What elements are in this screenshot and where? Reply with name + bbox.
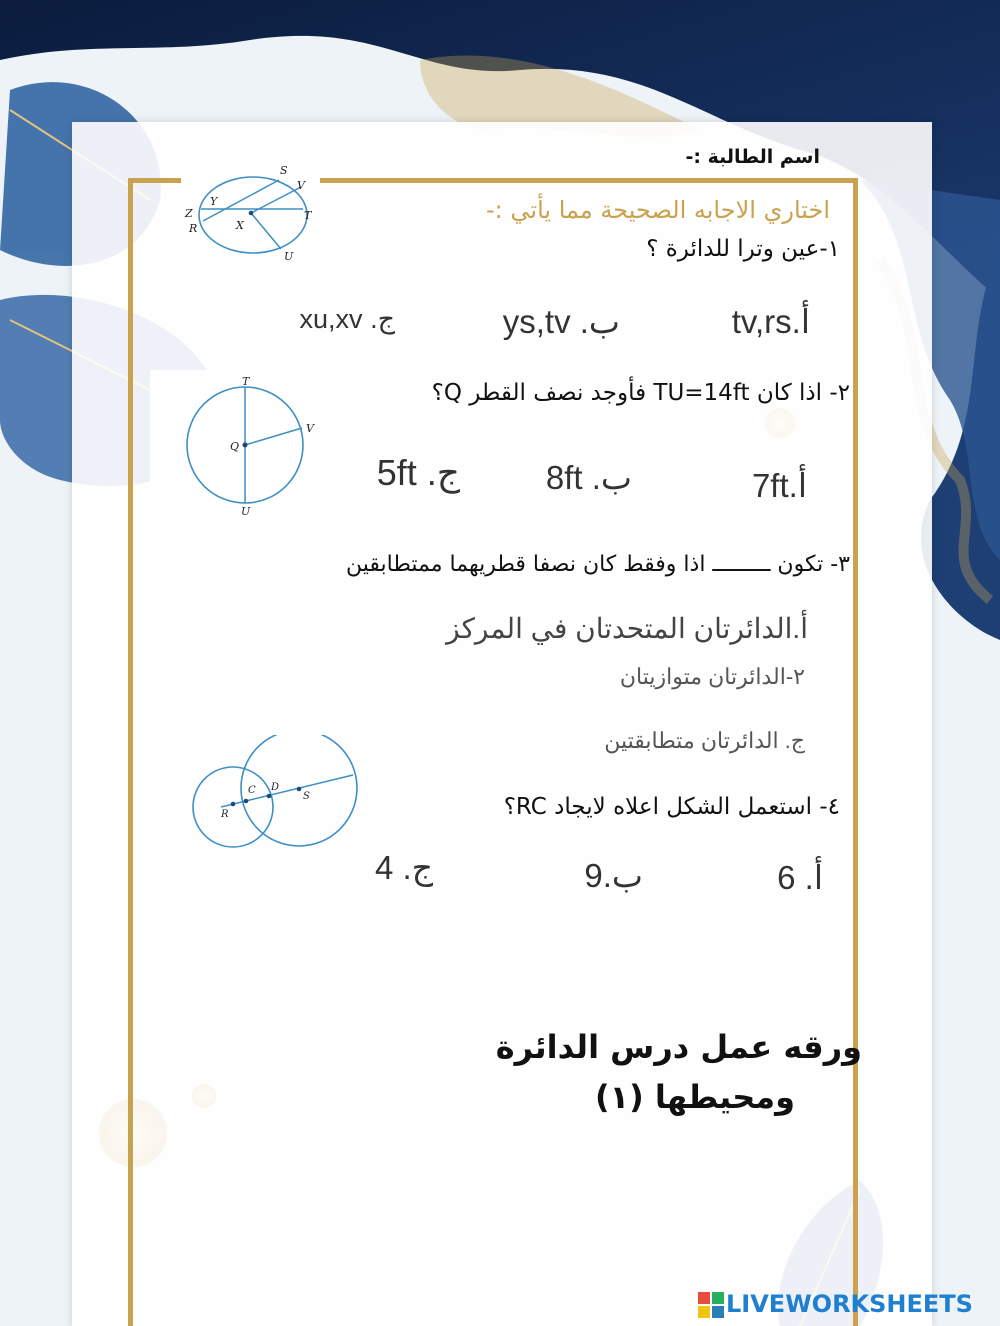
liveworksheets-watermark [698,1290,998,1322]
question-2: ٢- اذا كان TU=14ft فأوجد نصف القطر Q؟ [431,380,850,406]
instruction-text: اختاري الاجابه الصحيحة مما يأتي :- [486,196,830,224]
label-s: S [280,164,288,177]
circle-figure-chords [181,147,320,285]
worksheet-title-line-2: ومحيطها (١) [594,1078,795,1116]
label-x: X [236,219,244,232]
q2-choice-b[interactable]: ب. 8ft [545,459,632,496]
label-r: R [221,809,229,820]
q4-choice-c[interactable]: ج. 4 [375,849,433,886]
label-t: T [304,209,312,222]
q3-choice-c[interactable]: ج. الدائرتان متطابقتين [604,728,805,753]
label-s: S [303,791,310,802]
circle-figure-diameter [150,370,340,530]
q4-choice-b[interactable]: ب.9 [584,857,643,894]
label-t: T [242,375,250,388]
q3-choice-b[interactable]: ٢-الدائرتان متوازيتان [619,664,805,689]
q2-choice-a[interactable]: أ.7ft [751,467,807,504]
label-c: C [248,785,256,796]
label-r: R [189,222,198,235]
q1-choice-b[interactable]: ب. ys,tv [502,303,620,340]
liveworksheets-text: LIVEWORKSHEETS [726,1290,973,1318]
two-circles-figure [181,735,366,853]
question-4: ٤- استعمل الشكل اعلاه لايجاد RC؟ [503,794,840,820]
q3-choice-a[interactable]: أ.الدائرتان المتحدتان في المركز [446,613,808,644]
q2-choice-c[interactable]: ج. 5ft [376,452,460,493]
worksheet-title-line-1: ورقه عمل درس الدائرة [495,1028,862,1066]
q4-choice-a[interactable]: أ. 6 [777,859,823,896]
q1-choice-a[interactable]: أ.tv,rs [731,303,810,340]
q1-choice-c[interactable]: ج. xu,xv [299,304,395,334]
label-u: U [284,250,294,263]
label-u: U [241,505,251,518]
label-v: V [297,179,305,192]
label-v: V [306,422,314,435]
question-1: ١-عين وترا للدائرة ؟ [646,236,840,262]
student-name-label: اسم الطالبة :- [685,146,820,168]
question-3: ٣- تكون ـــــــــ اذا وفقط كان نصفا قطريهما ممتطابقين [346,552,850,577]
label-y: Y [210,195,218,208]
liveworksheets-logo-icon [698,1292,724,1318]
label-q: Q [230,440,240,453]
label-z: Z [185,207,193,220]
label-d: D [271,782,280,793]
